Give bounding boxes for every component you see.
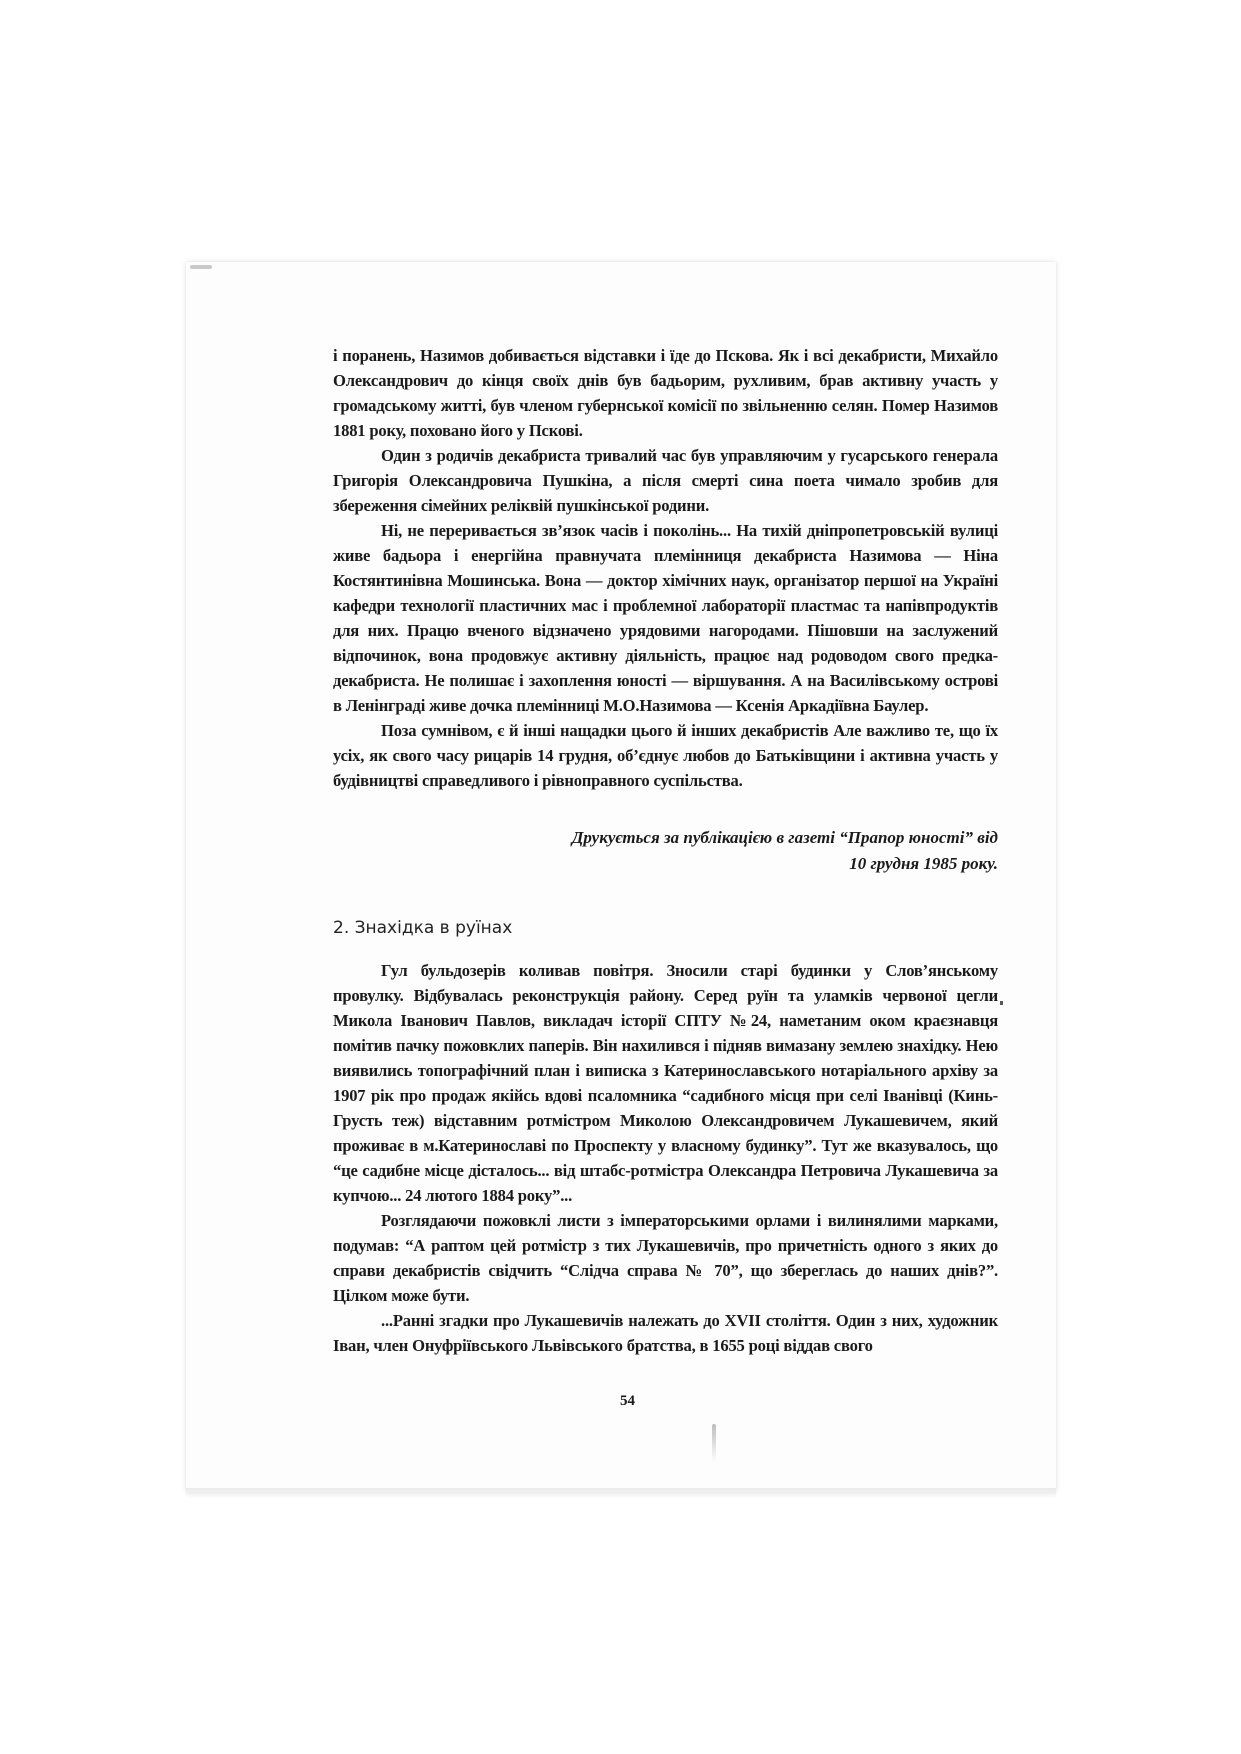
paragraph: Гул бульдозерів коливав повітря. Зносили старі будинки у Слов’янському провулку. Відбувалась реконструкція району. Серед руїн та уламків червоної цегли Микола Іванович Павлов, викладач історії СПТУ №24, наметаним оком краєзнавця помітив пачку пожовклих паперів. Він нахилився і підняв вимазану землею знахідку. Нею виявились топографічний план і виписка з Катеринославського нотаріального архіву за 1907 рік про продаж якійсь вдові псаломника “садибного місця при селі Іванівці (Кинь-Грусть теж) відставним ротмістром Миколою Олександровичем Лукашевичем, який проживає в м.Катеринославі по Проспекту у власному будинку”. Тут же вказувалось, що “це садибне місце дісталось... від штабс-ротмістра Олександра Петровича Лукашевича за купчою... 24 лютого 1884 року”... <box>333 961 998 1205</box>
margin-mark <box>1000 1001 1003 1005</box>
body-text-part1 <box>333 343 998 793</box>
paragraph: Поза сумнівом, є й інші нащадки цього й інших декабристів Але важливо те, що їх усіх, як свого часу рицарів 14 грудня, об’єднує любов до Батьківщини і активна участь у будівництві справедливого і рівноправного суспільства. <box>333 721 998 790</box>
body-text-part2 <box>333 958 998 1358</box>
publication-note: Друкується за публікацією в газеті “Прапор юності” від 10 грудня 1985 року. <box>571 828 998 873</box>
scan-smudge <box>712 1424 716 1462</box>
paragraph: Ні, не переривається зв’язок часів і поколінь... На тихій дніпропетровській вулиці живе бадьора і енергійна правнучата племінниця декабриста Назимова — Ніна Костянтинівна Мошинська. Вона — доктор хімічних наук, організатор першої на Україні кафедри технології пластичних мас і проблемної лабораторії пластмас та напівпродуктів для них. Працю вченого відзначено урядовими нагородами. Пішовши на заслужений відпочинок, вона продовжує активну діяльність, працює над родоводом свого предка-декабриста. Не полишає і захоплення юності — віршування. А на Василівському острові в Ленінграді живе дочка племінниці М.О.Назимова — Ксенія Аркадіївна Баулер. <box>333 521 998 715</box>
scan-mark <box>190 265 212 269</box>
paragraph: Один з родичів декабриста тривалий час був управляючим у гусарського генерала Григорія Олександровича Пушкіна, а після смерті сина поета чимало зробив для збереження сімейних реліквій пушкінської родини. <box>333 446 998 515</box>
paragraph: і поранень, Назимов добивається відставки і їде до Пскова. Як і всі декабристи, Михайло Олександрович до кінця своїх днів був бадьорим, рухливим, брав активну участь у громадському житті, був членом губернської комісії по звільненню селян. Помер Назимов 1881 року, поховано його у Пскові. <box>333 346 998 440</box>
section-heading: 2. Знахідка в руїнах <box>333 918 513 938</box>
paragraph: ...Ранні згадки про Лукашевичів належать до XVII століття. Один з них, художник Іван, член Онуфріївського Львівського братства, в 1655 році віддав свого <box>333 1311 998 1355</box>
paragraph: Розглядаючи пожовклі листи з імператорськими орлами і вилинялими марками, подумав: “А раптом цей ротмістр з тих Лукашевичів, про причетність одного з яких до справи декабристів свідчить “Слідча справа № 70”, що збереглась до наших днів?”. Цілком може бути. <box>333 1211 998 1305</box>
page-number: 54 <box>620 1393 635 1409</box>
sheet-shadow <box>186 1488 1056 1498</box>
